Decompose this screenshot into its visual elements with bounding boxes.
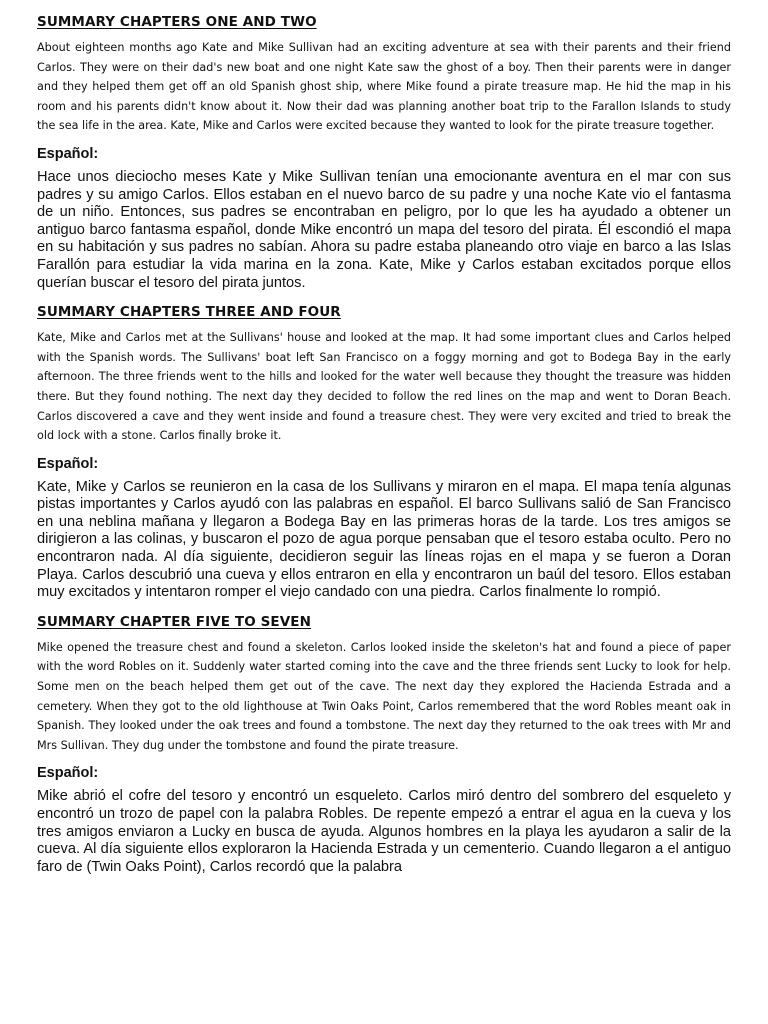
summary-section-two <box>37 304 731 602</box>
section-heading: SUMMARY CHAPTERS THREE AND FOUR <box>37 304 341 321</box>
spanish-summary: Kate, Mike y Carlos se reunieron en la casa de los Sullivans y miraron en el mapa. El mapa tenía algunas pistas importantes y Carlos ayudó con las palabras en español. El barco Sullivans salió de San Francisco en una neblina mañana y llegaron a Bodega Bay en las primeras horas de la tarde. Los tres amigos se dirigieron a las colinas, y buscaron el pozo de agua porque pensaban que el tesoro estaba oculto. Pero no encontraron nada. Al día siguiente, decidieron seguir las líneas rojas en el mapa y se fueron a Doran Playa. Carlos descubrió una cueva y ellos entraron en ella y encontraron un baúl del tesoro. Ellos estaban muy excitados y intentaron romper el viejo candado con una piedra. Carlos finalmente lo rompió. <box>37 478 731 601</box>
spanish-label: Español: <box>37 765 99 782</box>
spanish-summary: Mike abrió el cofre del tesoro y encontró un esqueleto. Carlos miró dentro del sombrero del esqueleto y encontró un trozo de papel con la palabra Robles. De repente empezó a entrar el agua en la cueva y los tres amigos enviaron a Lucky en busca de ayuda. Algunos hombres en la playa les ayudaron a salir de la cueva. Al día siguiente ellos exploraron la Hacienda Estrada y un cementerio. Cuando llegaron a el antiguo faro de (Twin Oaks Point), Carlos recordó que la palabra <box>37 788 731 875</box>
section-heading: SUMMARY CHAPTER FIVE TO SEVEN <box>37 613 312 630</box>
spanish-label: Español: <box>37 145 99 162</box>
spanish-summary: Hace unos dieciocho meses Kate y Mike Sullivan tenían una emocionante aventura en el mar con sus padres y su amigo Carlos. Ellos estaban en el nuevo barco de su padre y una noche Kate vio el fantasma de un niño. Entonces, sus padres se encontraban en peligro, por lo que les ha ayudado a obtener un antiguo barco fantasma español, donde Mike encontró un mapa del tesoro del pirata. Él escondió el mapa en su habitación y sus padres no sabían. Ahora su padre estaba planeando otro viaje en barco a las Islas Farallón para estudiar la vida marina en la zona. Kate, Mike y Carlos estaban excitados porque ellos querían buscar el tesoro del pirata juntos. <box>37 168 731 291</box>
english-summary: Mike opened the treasure chest and found a skeleton. Carlos looked inside the skeleton's hat and found a piece of paper with the word Robles on it. Suddenly water started coming into the cave and the three friends sent Lucky to look for help. Some men on the beach helped them get out of the cave. The next day they explored the Hacienda Estrada and a cemetery. When they got to the old lighthouse at Twin Oaks Point, Carlos remembered that the word Robles meant oak in Spanish. They looked under the oak trees and found a tombstone. The next day they returned to the oak trees with Mr and Mrs Sullivan. They dug under the tombstone and found the pirate treasure. <box>37 640 731 752</box>
document-page <box>37 14 731 888</box>
section-heading: SUMMARY CHAPTERS ONE AND TWO <box>37 14 317 30</box>
spanish-label: Español: <box>37 455 99 472</box>
summary-section-one <box>37 14 731 292</box>
english-summary: Kate, Mike and Carlos met at the Sullivans' house and looked at the map. It had some important clues and Carlos helped with the Spanish words. The Sullivans' boat left San Francisco on a foggy morning and got to Bodega Bay in the early afternoon. The three friends went to the hills and looked for the water well because they thought the treasure was hidden there. But they found nothing. The next day they decided to follow the red lines on the map and went to Doran Beach. Carlos discovered a cave and they went inside and found a treasure chest. They were very excited and tried to break the old lock with a stone. Carlos finally broke it. <box>37 331 731 443</box>
summary-section-three <box>37 614 731 877</box>
english-summary: About eighteen months ago Kate and Mike Sullivan had an exciting adventure at sea with their parents and their friend Carlos. They were on their dad's new boat and one night Kate saw the ghost of a boy. Then their parents were in danger and they helped them get off an old Spanish ghost ship, where Mike found a pirate treasure map. He hid the map in his room and his parents didn't know about it. Now their dad was planning another boat trip to the Farallon Islands to study the sea life in the area. Kate, Mike and Carlos were excited because they wanted to look for the pirate treasure together. <box>37 41 731 133</box>
